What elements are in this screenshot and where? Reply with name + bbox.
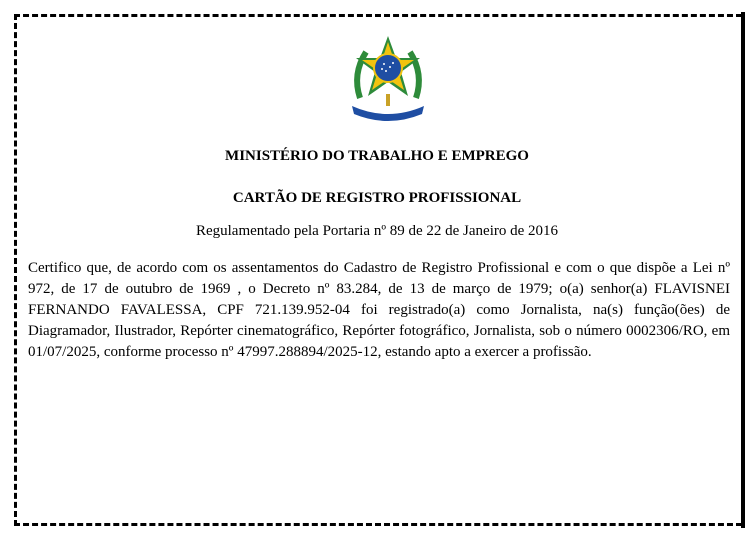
ministry-heading: MINISTÉRIO DO TRABALHO E EMPREGO: [225, 148, 529, 164]
regulation-subtitle: Regulamentado pela Portaria nº 89 de 22 de Janeiro de 2016: [195, 223, 559, 239]
certificate-body: Certifico que, de acordo com os assentamentos do Cadastro de Registro Profissional e com o que dispõe a Lei nº 972, de 17 de outubro de 1969 , o Decreto nº 83.284, de 13 de março de 1979; o(a) senhor(a) FLAVISNEI FERNANDO FAVALESSA, CPF 721.139.952-04 foi registrado(a) como Jornalista, na(s) função(ões) de Diagramador, Ilustrador, Repórter cinematográfico, Repórter fotográfico, Jornalista, sob o número 0002306/RO, em 01/07/2025, conforme processo nº 47997.288894/2025-12, estando apto a exercer a profissão.: [28, 260, 730, 360]
card-right-border: [741, 12, 745, 528]
brazil-coat-of-arms-icon: [346, 34, 430, 122]
card-title: CARTÃO DE REGISTRO PROFISSIONAL: [232, 190, 522, 206]
